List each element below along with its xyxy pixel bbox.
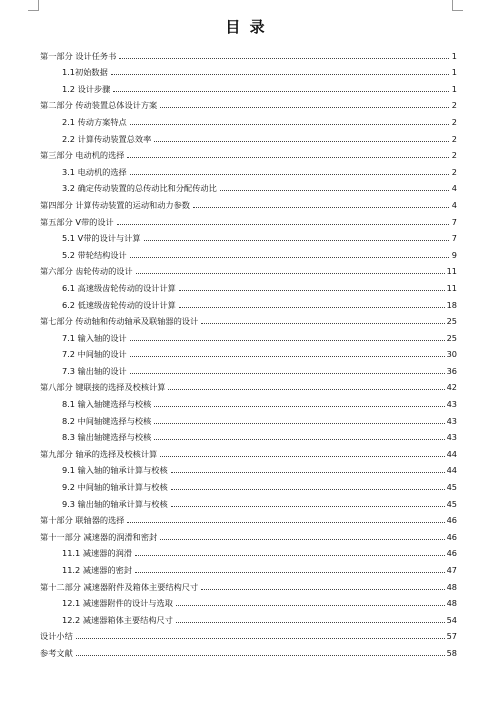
toc-dot-leader [171, 505, 445, 507]
toc-entry-page: 57 [446, 631, 457, 642]
toc-entry-page: 7 [451, 216, 457, 227]
toc-dot-leader [130, 256, 449, 258]
toc-entry-page: 43 [446, 432, 457, 443]
toc-dot-leader [201, 588, 444, 590]
toc-dot-leader [130, 339, 445, 341]
toc-dot-leader [160, 455, 444, 457]
toc-dot-leader [201, 322, 444, 324]
toc-entry-label: 12.1 减速器附件的设计与选取 [62, 598, 173, 609]
toc-entry[interactable] [40, 127, 457, 144]
page-corner-mark-right [452, 0, 463, 11]
toc-entry[interactable] [40, 227, 457, 244]
toc-entry-label: 第十部分 联轴器的选择 [40, 515, 125, 526]
toc-entry-label: 第十一部分 减速器的润滑和密封 [40, 531, 158, 542]
toc-entry[interactable] [40, 475, 457, 492]
toc-entry-label: 第一部分 设计任务书 [40, 50, 117, 61]
toc-dot-leader [127, 156, 449, 158]
toc-dot-leader [113, 90, 449, 92]
toc-entry-label: 5.2 带轮结构设计 [62, 249, 127, 260]
toc-entry-page: 46 [446, 548, 457, 559]
toc-entry-page: 7 [451, 233, 457, 244]
toc-entry-label: 8.2 中间轴键选择与校核 [62, 415, 152, 426]
toc-entry-label: 第三部分 电动机的选择 [40, 150, 125, 161]
toc-dot-leader [76, 654, 445, 656]
toc-dot-leader [127, 521, 444, 523]
toc-entry[interactable] [40, 243, 457, 260]
toc-dot-leader [154, 140, 449, 142]
toc-dot-leader [154, 422, 444, 424]
page-corner-mark-left [28, 0, 39, 11]
table-of-contents [40, 44, 457, 658]
toc-dot-leader [130, 123, 449, 125]
toc-entry[interactable] [40, 144, 457, 161]
toc-dot-leader [135, 571, 445, 573]
toc-entry-page: 18 [446, 299, 457, 310]
toc-entry-page: 47 [446, 565, 457, 575]
toc-dot-leader [130, 372, 445, 374]
toc-entry[interactable] [40, 110, 457, 127]
toc-entry[interactable] [40, 409, 457, 426]
toc-entry-label: 第九部分 轴承的选择及校核计算 [40, 448, 158, 459]
toc-entry[interactable] [40, 44, 457, 61]
toc-entry-label: 11.1 减速器的润滑 [62, 548, 132, 559]
toc-dot-leader [136, 272, 445, 274]
toc-entry[interactable] [40, 376, 457, 393]
toc-dot-leader [130, 355, 445, 357]
toc-entry[interactable] [40, 210, 457, 227]
toc-entry[interactable] [40, 276, 457, 293]
toc-dot-leader [160, 106, 449, 108]
toc-entry[interactable] [40, 359, 457, 376]
toc-entry[interactable] [40, 542, 457, 559]
toc-entry[interactable] [40, 310, 457, 327]
toc-dot-leader [193, 206, 449, 208]
toc-entry[interactable] [40, 426, 457, 443]
toc-entry-label: 2.2 计算传动装置总效率 [62, 133, 152, 144]
toc-entry-label: 第七部分 传动轴和传动轴承及联轴器的设计 [40, 316, 199, 327]
toc-entry[interactable] [40, 592, 457, 609]
toc-entry-page: 44 [446, 465, 457, 476]
toc-entry-label: 9.3 输出轴的轴承计算与校核 [62, 498, 168, 509]
toc-entry-label: 6.1 高速级齿轮传动的设计计算 [62, 282, 176, 293]
toc-entry-page: 42 [446, 382, 457, 393]
toc-entry[interactable] [40, 459, 457, 476]
toc-entry-page: 2 [451, 116, 457, 127]
toc-entry-label: 1.2 设计步骤 [62, 83, 111, 94]
toc-dot-leader [171, 488, 445, 490]
toc-entry[interactable] [40, 293, 457, 310]
toc-dot-leader [119, 57, 449, 59]
toc-entry-label: 11.2 减速器的密封 [62, 565, 132, 575]
toc-entry[interactable] [40, 177, 457, 194]
toc-entry-label: 5.1 V带的设计与计算 [62, 233, 141, 244]
toc-dot-leader [160, 538, 444, 540]
toc-entry-page: 48 [446, 581, 457, 592]
toc-entry-label: 7.1 输入轴的设计 [62, 332, 127, 343]
toc-entry-label: 设计小结 [40, 631, 73, 642]
toc-entry[interactable] [40, 442, 457, 459]
toc-dot-leader [154, 438, 444, 440]
toc-entry-label: 6.2 低速级齿轮传动的设计计算 [62, 299, 176, 310]
toc-dot-leader [135, 554, 445, 556]
toc-entry-label: 7.2 中间轴的设计 [62, 349, 127, 360]
toc-entry-page: 45 [446, 498, 457, 509]
toc-entry-label: 9.1 输入轴的轴承计算与校核 [62, 465, 168, 476]
toc-entry[interactable] [40, 260, 457, 277]
toc-entry-page: 30 [446, 349, 457, 360]
toc-entry-label: 9.2 中间轴的轴承计算与校核 [62, 482, 168, 493]
toc-entry[interactable] [40, 61, 457, 78]
toc-entry-label: 12.2 减速器箱体主要结构尺寸 [62, 614, 173, 625]
toc-entry-label: 2.1 传动方案特点 [62, 116, 127, 127]
toc-entry-page: 25 [446, 316, 457, 327]
toc-dot-leader [111, 73, 449, 75]
toc-dot-leader [176, 621, 445, 623]
toc-dot-leader [220, 189, 449, 191]
toc-entry[interactable] [40, 193, 457, 210]
toc-entry-page: 1 [451, 50, 457, 61]
toc-entry-label: 第五部分 V带的设计 [40, 216, 114, 227]
toc-entry-page: 45 [446, 482, 457, 493]
toc-entry-label: 3.1 电动机的选择 [62, 166, 127, 177]
toc-dot-leader [179, 306, 445, 308]
page-title: 目 录 [225, 18, 267, 36]
toc-entry[interactable] [40, 575, 457, 592]
toc-entry-page: 2 [451, 150, 457, 161]
toc-entry-page: 2 [451, 166, 457, 177]
toc-dot-leader [179, 289, 445, 291]
toc-entry[interactable] [40, 558, 457, 575]
toc-dot-leader [117, 223, 449, 225]
toc-entry-label: 8.3 输出轴键选择与校核 [62, 432, 152, 443]
toc-entry-page: 1 [451, 67, 457, 78]
toc-entry[interactable] [40, 608, 457, 625]
toc-entry-page: 54 [446, 614, 457, 625]
toc-entry-page: 48 [446, 598, 457, 609]
toc-entry-label: 第十二部分 减速器附件及箱体主要结构尺寸 [40, 581, 199, 592]
toc-entry-page: 43 [446, 399, 457, 410]
toc-entry-page: 11 [446, 282, 457, 293]
toc-entry-label: 第四部分 计算传动装置的运动和动力参数 [40, 199, 190, 210]
toc-entry-label: 第八部分 键联接的选择及校核计算 [40, 382, 166, 393]
toc-entry-page: 43 [446, 415, 457, 426]
toc-entry-page: 4 [451, 199, 457, 210]
toc-entry[interactable] [40, 326, 457, 343]
toc-entry-page: 2 [451, 100, 457, 111]
toc-entry[interactable] [40, 525, 457, 542]
toc-dot-leader [171, 471, 445, 473]
toc-entry[interactable] [40, 492, 457, 509]
toc-entry-label: 第二部分 传动装置总体设计方案 [40, 100, 158, 111]
toc-entry-page: 46 [446, 515, 457, 526]
toc-entry-page: 25 [446, 332, 457, 343]
toc-dot-leader [144, 239, 449, 241]
toc-dot-leader [168, 388, 444, 390]
toc-dot-leader [130, 173, 449, 175]
toc-entry-label: 1.1初始数据 [62, 67, 108, 78]
toc-entry[interactable] [40, 94, 457, 111]
toc-entry-page: 44 [446, 448, 457, 459]
toc-dot-leader [176, 604, 445, 606]
toc-dot-leader [154, 405, 444, 407]
toc-entry[interactable] [40, 625, 457, 642]
toc-entry-label: 7.3 输出轴的设计 [62, 365, 127, 376]
toc-entry-page: 11 [446, 266, 457, 277]
toc-entry-label: 第六部分 齿轮传动的设计 [40, 266, 133, 277]
toc-entry-page: 46 [446, 531, 457, 542]
toc-entry[interactable] [40, 392, 457, 409]
toc-entry-page: 1 [451, 83, 457, 94]
toc-entry[interactable] [40, 509, 457, 526]
toc-entry[interactable] [40, 160, 457, 177]
toc-entry[interactable] [40, 641, 457, 658]
toc-entry-page: 36 [446, 365, 457, 376]
toc-entry-label: 3.2 确定传动装置的总传动比和分配传动比 [62, 183, 217, 194]
toc-entry-label: 参考文献 [40, 647, 73, 658]
toc-entry-page: 9 [451, 249, 457, 260]
toc-entry-page: 58 [446, 647, 457, 658]
toc-dot-leader [76, 637, 445, 639]
toc-entry[interactable] [40, 343, 457, 360]
toc-entry-label: 8.1 输入轴键选择与校核 [62, 399, 152, 410]
toc-entry-page: 4 [451, 183, 457, 194]
toc-entry[interactable] [40, 77, 457, 94]
toc-entry-page: 2 [451, 133, 457, 144]
